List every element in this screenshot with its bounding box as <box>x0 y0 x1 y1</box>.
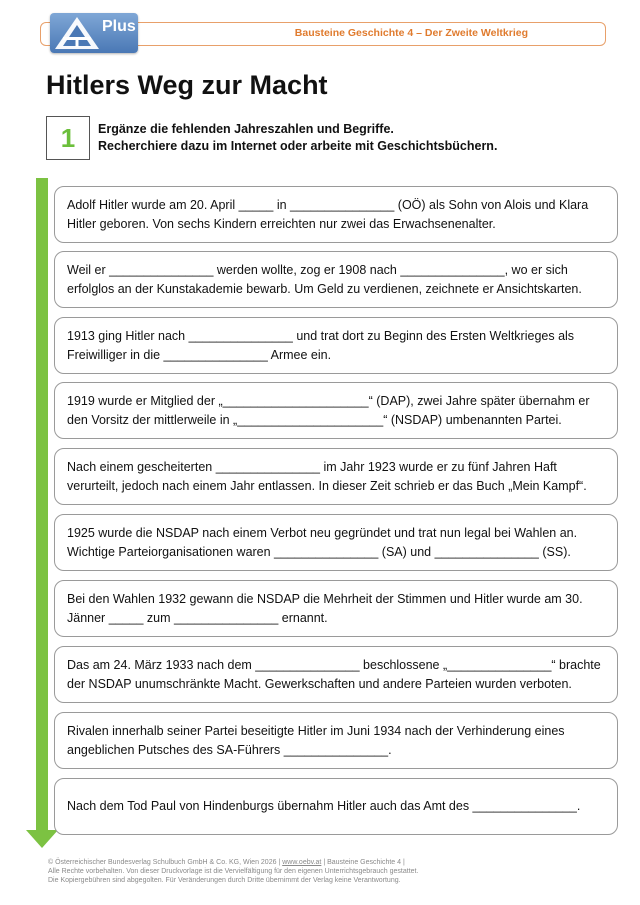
card-text: Weil er _______________ werden wollte, zog er 1908 nach _______________, wo er sich erfolglos an der Kunstakademie bewarb. Um Geld zu verdienen, zeichnete er Ansichtskarten. <box>67 262 582 296</box>
fill-in-card-8[interactable] <box>54 646 618 703</box>
arrow-down-icon <box>26 830 58 848</box>
card-text: 1919 wurde er Mitglied der „_____________________“ (DAP), zwei Jahre später übernahm er den Vorsitz der mittlerweile in „_____________________“ (NSDAP) umbenannten Partei. <box>67 393 590 427</box>
card-text: Nach dem Tod Paul von Hindenburgs übernahm Hitler auch das Amt des _______________. <box>67 799 581 813</box>
task-instruction <box>98 121 497 155</box>
task-number: 1 <box>46 116 90 160</box>
publisher-logo <box>50 13 138 53</box>
card-text: Bei den Wahlen 1932 gewann die NSDAP die Mehrheit der Stimmen und Hitler wurde am 30. Jänner _____ zum _______________ ernannt. <box>67 591 583 625</box>
fill-in-card-1[interactable] <box>54 186 618 243</box>
footer-line-1: © Österreichischer Bundesverlag Schulbuch GmbH & Co. KG, Wien 2026 | www.oebv.at | Bausteine Geschichte 4 | <box>48 859 405 866</box>
triangle-logo-icon <box>54 16 100 50</box>
page-title: Hitlers Weg zur Macht <box>46 70 328 100</box>
fill-in-card-6[interactable] <box>54 514 618 571</box>
publisher-link[interactable]: www.oebv.at <box>282 859 322 866</box>
logo-text: Plus <box>102 18 136 35</box>
fill-in-card-4[interactable] <box>54 382 618 439</box>
footer <box>48 858 608 885</box>
fill-in-card-9[interactable] <box>54 712 618 769</box>
card-text: Das am 24. März 1933 nach dem _______________ beschlossene „_______________“ brachte der NSDAP unumschränkte Macht. Gewerkschaften und andere Parteien wurden verboten. <box>67 657 601 691</box>
card-text: Adolf Hitler wurde am 20. April _____ in _______________ (OÖ) als Sohn von Alois und Klara Hitler geboren. Von sechs Kindern erreichten nur zwei das Erwachsenenalter. <box>67 197 589 231</box>
card-text: 1913 ging Hitler nach _______________ und trat dort zu Beginn des Ersten Weltkrieges als Freiwilliger in die _______________ Armee ein. <box>67 328 575 362</box>
fill-in-card-5[interactable] <box>54 448 618 505</box>
series-title: Bausteine Geschichte 4 – Der Zweite Weltkrieg <box>294 27 528 39</box>
timeline-arrow <box>36 178 48 832</box>
footer-line-2: Alle Rechte vorbehalten. Von dieser Druckvorlage ist die Vervielfältigung für den eigenen Unterrichtsgebrauch gestattet. <box>48 868 419 875</box>
fill-in-card-3[interactable] <box>54 317 618 374</box>
footer-line-3: Die Kopiergebühren sind abgegolten. Für Veränderungen durch Dritte übernimmt der Verlag keine Verantwortung. <box>48 877 401 884</box>
instruction-line-1: Ergänze die fehlenden Jahreszahlen und Begriffe. <box>98 122 394 136</box>
card-text: Rivalen innerhalb seiner Partei beseitigte Hitler im Juni 1934 nach der Verhinderung eines angeblichen Putsches des SA-Führers _______________. <box>67 723 565 757</box>
instruction-line-2: Recherchiere dazu im Internet oder arbeite mit Geschichtsbüchern. <box>98 139 498 153</box>
fill-in-card-7[interactable] <box>54 580 618 637</box>
fill-in-card-2[interactable] <box>54 251 618 308</box>
fill-in-card-10[interactable] <box>54 778 618 835</box>
card-text: Nach einem gescheiterten _______________ im Jahr 1923 wurde er zu fünf Jahren Haft verurteilt, jedoch nach einem Jahr entlassen. In dieser Zeit schrieb er das Buch „Mein Kampf“. <box>67 459 587 493</box>
card-text: 1925 wurde die NSDAP nach einem Verbot neu gegründet und trat nun legal bei Wahlen an. Wichtige Parteiorganisationen waren _______________ (SA) und _______________ (SS). <box>67 525 578 559</box>
